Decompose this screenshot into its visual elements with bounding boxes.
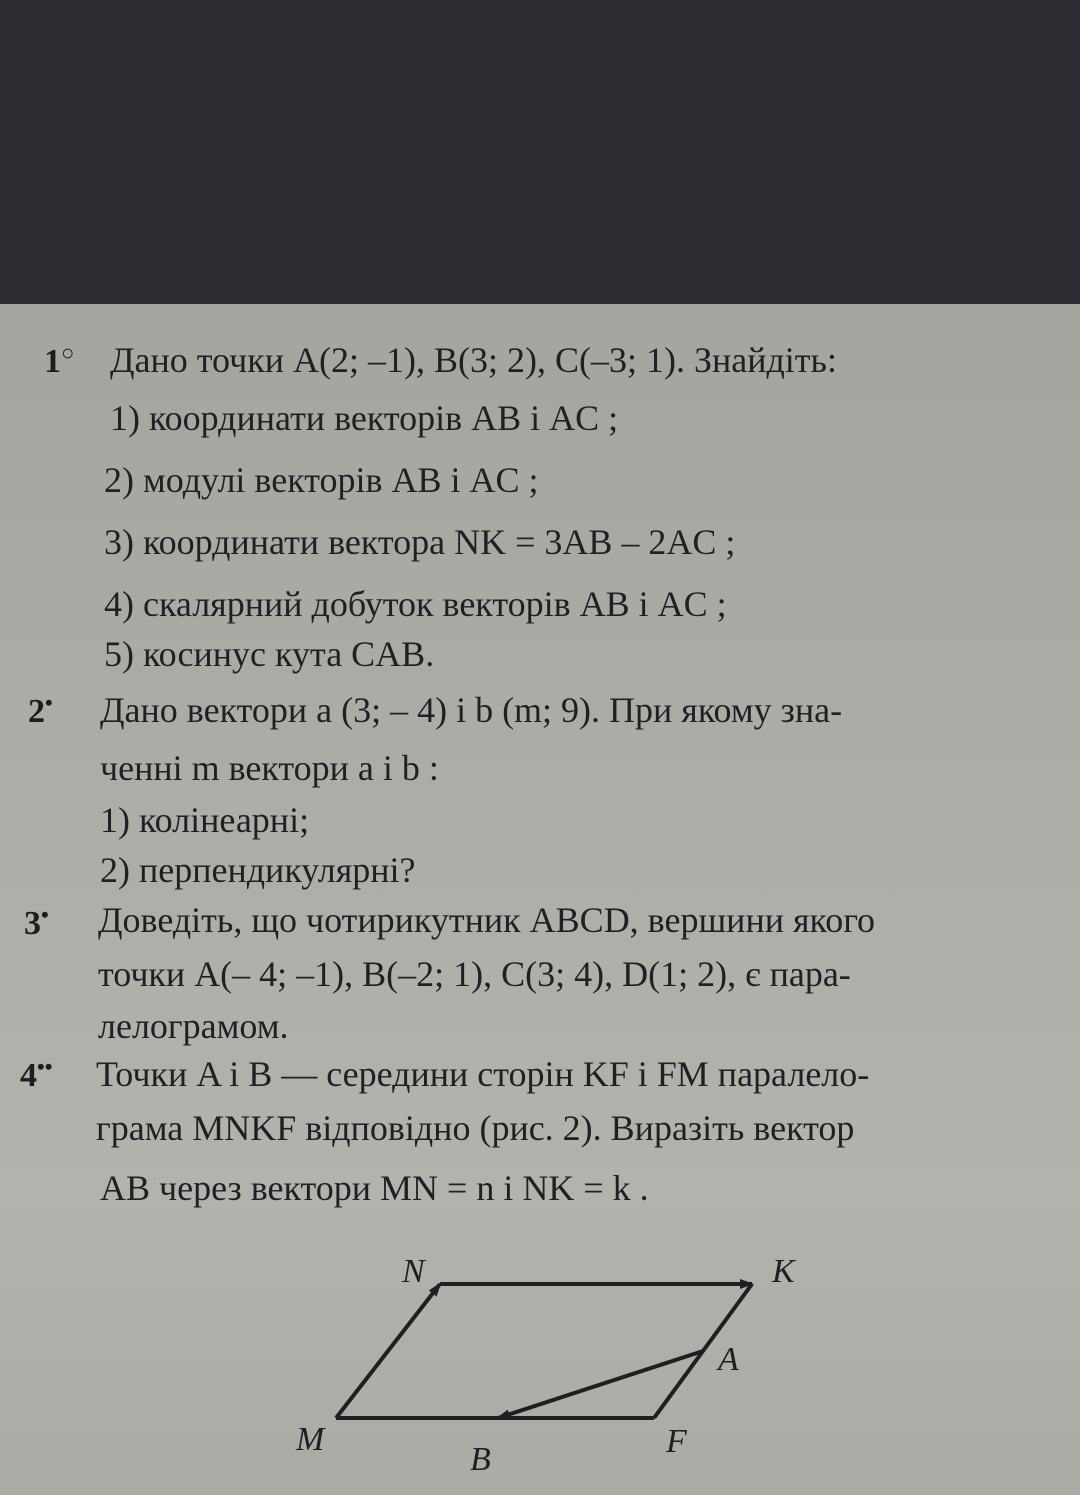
- problem-4-line-3: AB через вектори MN = n і NK = k .: [100, 1168, 649, 1208]
- problem-2-line-3: 1) колінеарні;: [100, 800, 310, 840]
- vector-ab: [498, 1351, 703, 1418]
- problem-1-line-4: 3) координати вектора NK = 3AB – 2AC ;: [104, 522, 736, 562]
- problem-2-line-1: Дано вектори a (3; – 4) і b (m; 9). При якому зна-: [100, 690, 843, 730]
- vector-mn: [336, 1284, 440, 1418]
- problem-3-number: 3•: [24, 902, 49, 942]
- problem-1-line-2: 1) координати векторів AB і AC ;: [110, 398, 619, 438]
- problem-3-line-3: лелограмом.: [98, 1006, 289, 1046]
- problem-4-number: 4••: [20, 1054, 53, 1094]
- problem-1-line-3: 2) модулі векторів AB і AC ;: [104, 460, 539, 500]
- textbook-page: [0, 304, 1080, 1495]
- problem-3-line-1: Доведіть, що чотирикутник ABCD, вершини якого: [98, 900, 876, 940]
- problem-4-line-2: грама MNKF відповідно (рис. 2). Виразіть вектор: [96, 1108, 855, 1148]
- label-f: F: [666, 1423, 687, 1460]
- problem-2-line-4: 2) перпендикулярні?: [100, 850, 416, 890]
- problem-1-line-6: 5) косинус кута CAB.: [104, 634, 435, 674]
- label-n: N: [402, 1253, 425, 1290]
- parallelogram-figure: [0, 304, 1080, 1495]
- problem-1-line-5: 4) скалярний добуток векторів AB і AC ;: [104, 584, 727, 624]
- label-m: M: [296, 1421, 325, 1458]
- problem-2-number: 2•: [28, 690, 53, 730]
- dark-background: [0, 0, 1080, 304]
- label-a: A: [718, 1341, 739, 1378]
- problem-1-number: 1○: [44, 340, 75, 380]
- problem-3-line-2: точки A(– 4; –1), B(–2; 1), C(3; 4), D(1; 2), є пара-: [98, 954, 851, 994]
- problem-1-line-1: Дано точки A(2; –1), B(3; 2), C(–3; 1). Знайдіть:: [110, 340, 837, 380]
- label-k: K: [772, 1253, 795, 1290]
- problem-4-line-1: Точки A і B — середини сторін KF і FM паралело-: [96, 1054, 870, 1094]
- label-b: B: [470, 1441, 491, 1478]
- problem-2-line-2: ченні m вектори a і b :: [100, 748, 439, 788]
